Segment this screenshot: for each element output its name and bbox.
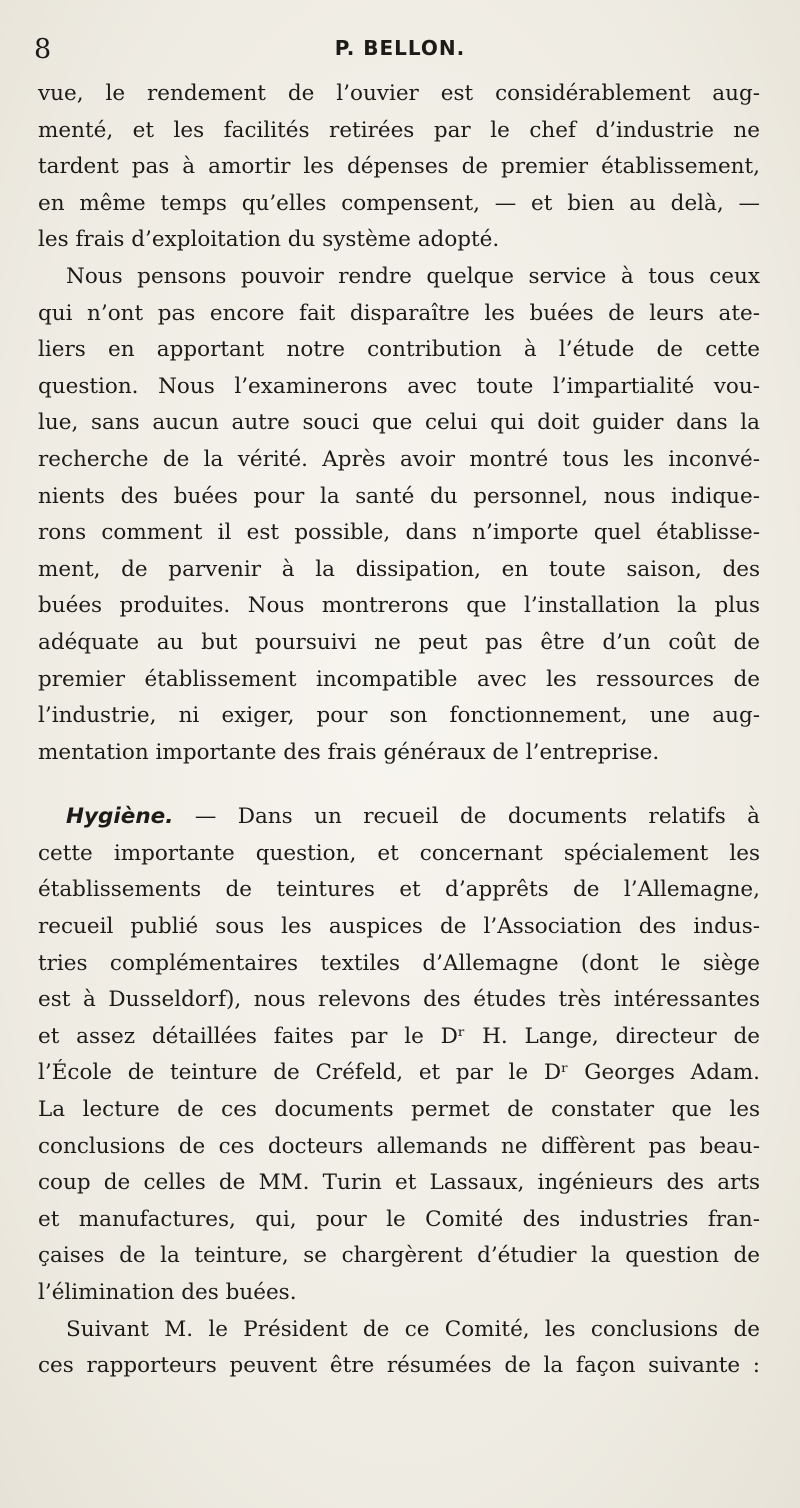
section-gap	[38, 771, 760, 799]
text-line: recueil publié sous les auspices de l’Association des indus-	[38, 914, 760, 940]
page-number: 8	[34, 34, 52, 65]
text-line: l’École de teinture de Créfeld, et par le Dʳ Georges Adam.	[38, 1060, 760, 1086]
paragraph-1	[38, 76, 760, 259]
text-line: les frais d’exploitation du système adopté.	[38, 227, 500, 253]
text-line-first	[38, 799, 760, 836]
text-line: Nous pensons pouvoir rendre quelque service à tous ceux	[66, 263, 760, 289]
text-line: et assez détaillées faites par le Dʳ H. Lange, directeur de	[38, 1023, 760, 1049]
text-line: l’industrie, ni exiger, pour son fonctionnement, une aug-	[38, 703, 760, 729]
text-line: tardent pas à amortir les dépenses de premier établissement,	[38, 154, 760, 180]
text-line: çaises de la teinture, se chargèrent d’étudier la question de	[38, 1243, 760, 1269]
text-line: menté, et les facilités retirées par le chef d’industrie ne	[38, 117, 760, 143]
text-line: l’élimination des buées.	[38, 1280, 297, 1305]
text-line: adéquate au but poursuivi ne peut pas être d’un coût de	[38, 629, 760, 655]
page-header	[0, 30, 800, 70]
running-head: P. BELLON.	[334, 36, 466, 60]
text-line: buées produites. Nous montrerons que l’installation la plus	[38, 593, 760, 619]
text-line: et manufactures, qui, pour le Comité des industries fran-	[38, 1206, 760, 1232]
body-text	[38, 76, 760, 1385]
text-line: qui n’ont pas encore fait disparaître les buées de leurs ate-	[38, 300, 760, 326]
paragraph-2	[38, 259, 760, 771]
text-line: nients des buées pour la santé du personnel, nous indique-	[38, 483, 760, 509]
text-line: La lecture de ces documents permet de constater que les	[38, 1097, 760, 1123]
section-lead-hygiene: Hygiène.	[66, 804, 174, 830]
text-line: lue, sans aucun autre souci que celui qui doit guider dans la	[38, 410, 760, 436]
text-line: question. Nous l’examinerons avec toute l’impartialité vou-	[38, 373, 760, 399]
text-line: tries complémentaires textiles d’Allemagne (dont le siège	[38, 950, 760, 976]
text-line: vue, le rendement de l’ouvier est considérablement aug-	[38, 81, 760, 106]
text-line: établissements de teintures et d’apprêts de l’Allemagne,	[38, 877, 760, 903]
text-line: cette importante question, et concernant spécialement les	[38, 840, 760, 866]
text-line: Suivant M. le Président de ce Comité, les conclusions de	[66, 1316, 760, 1342]
text-line: est à Dusseldorf), nous relevons des études très intéressantes	[38, 987, 760, 1013]
text-line: conclusions de ces docteurs allemands ne diffèrent pas beau-	[38, 1133, 760, 1159]
text-line: rons comment il est possible, dans n’importe quel établisse-	[38, 520, 760, 546]
text-line: en même temps qu’elles compensent, — et bien au delà, —	[38, 190, 760, 216]
text-line: ment, de parvenir à la dissipation, en toute saison, des	[38, 556, 760, 582]
paragraph-hygiene	[38, 799, 760, 1311]
first-line-rest: — Dans un recueil de documents relatifs à	[173, 804, 760, 830]
text-line: premier établissement incompatible avec les ressources de	[38, 666, 760, 692]
text-line: recherche de la vérité. Après avoir montré tous les inconvé-	[38, 446, 760, 472]
text-line: coup de celles de MM. Turin et Lassaux, ingénieurs des arts	[38, 1170, 760, 1196]
text-line: liers en apportant notre contribution à l’étude de cette	[38, 337, 760, 363]
text-line: ces rapporteurs peuvent être résumées de la façon suivante :	[38, 1353, 760, 1379]
text-line: mentation importante des frais généraux de l’entreprise.	[38, 739, 660, 765]
paragraph-4	[38, 1312, 760, 1385]
